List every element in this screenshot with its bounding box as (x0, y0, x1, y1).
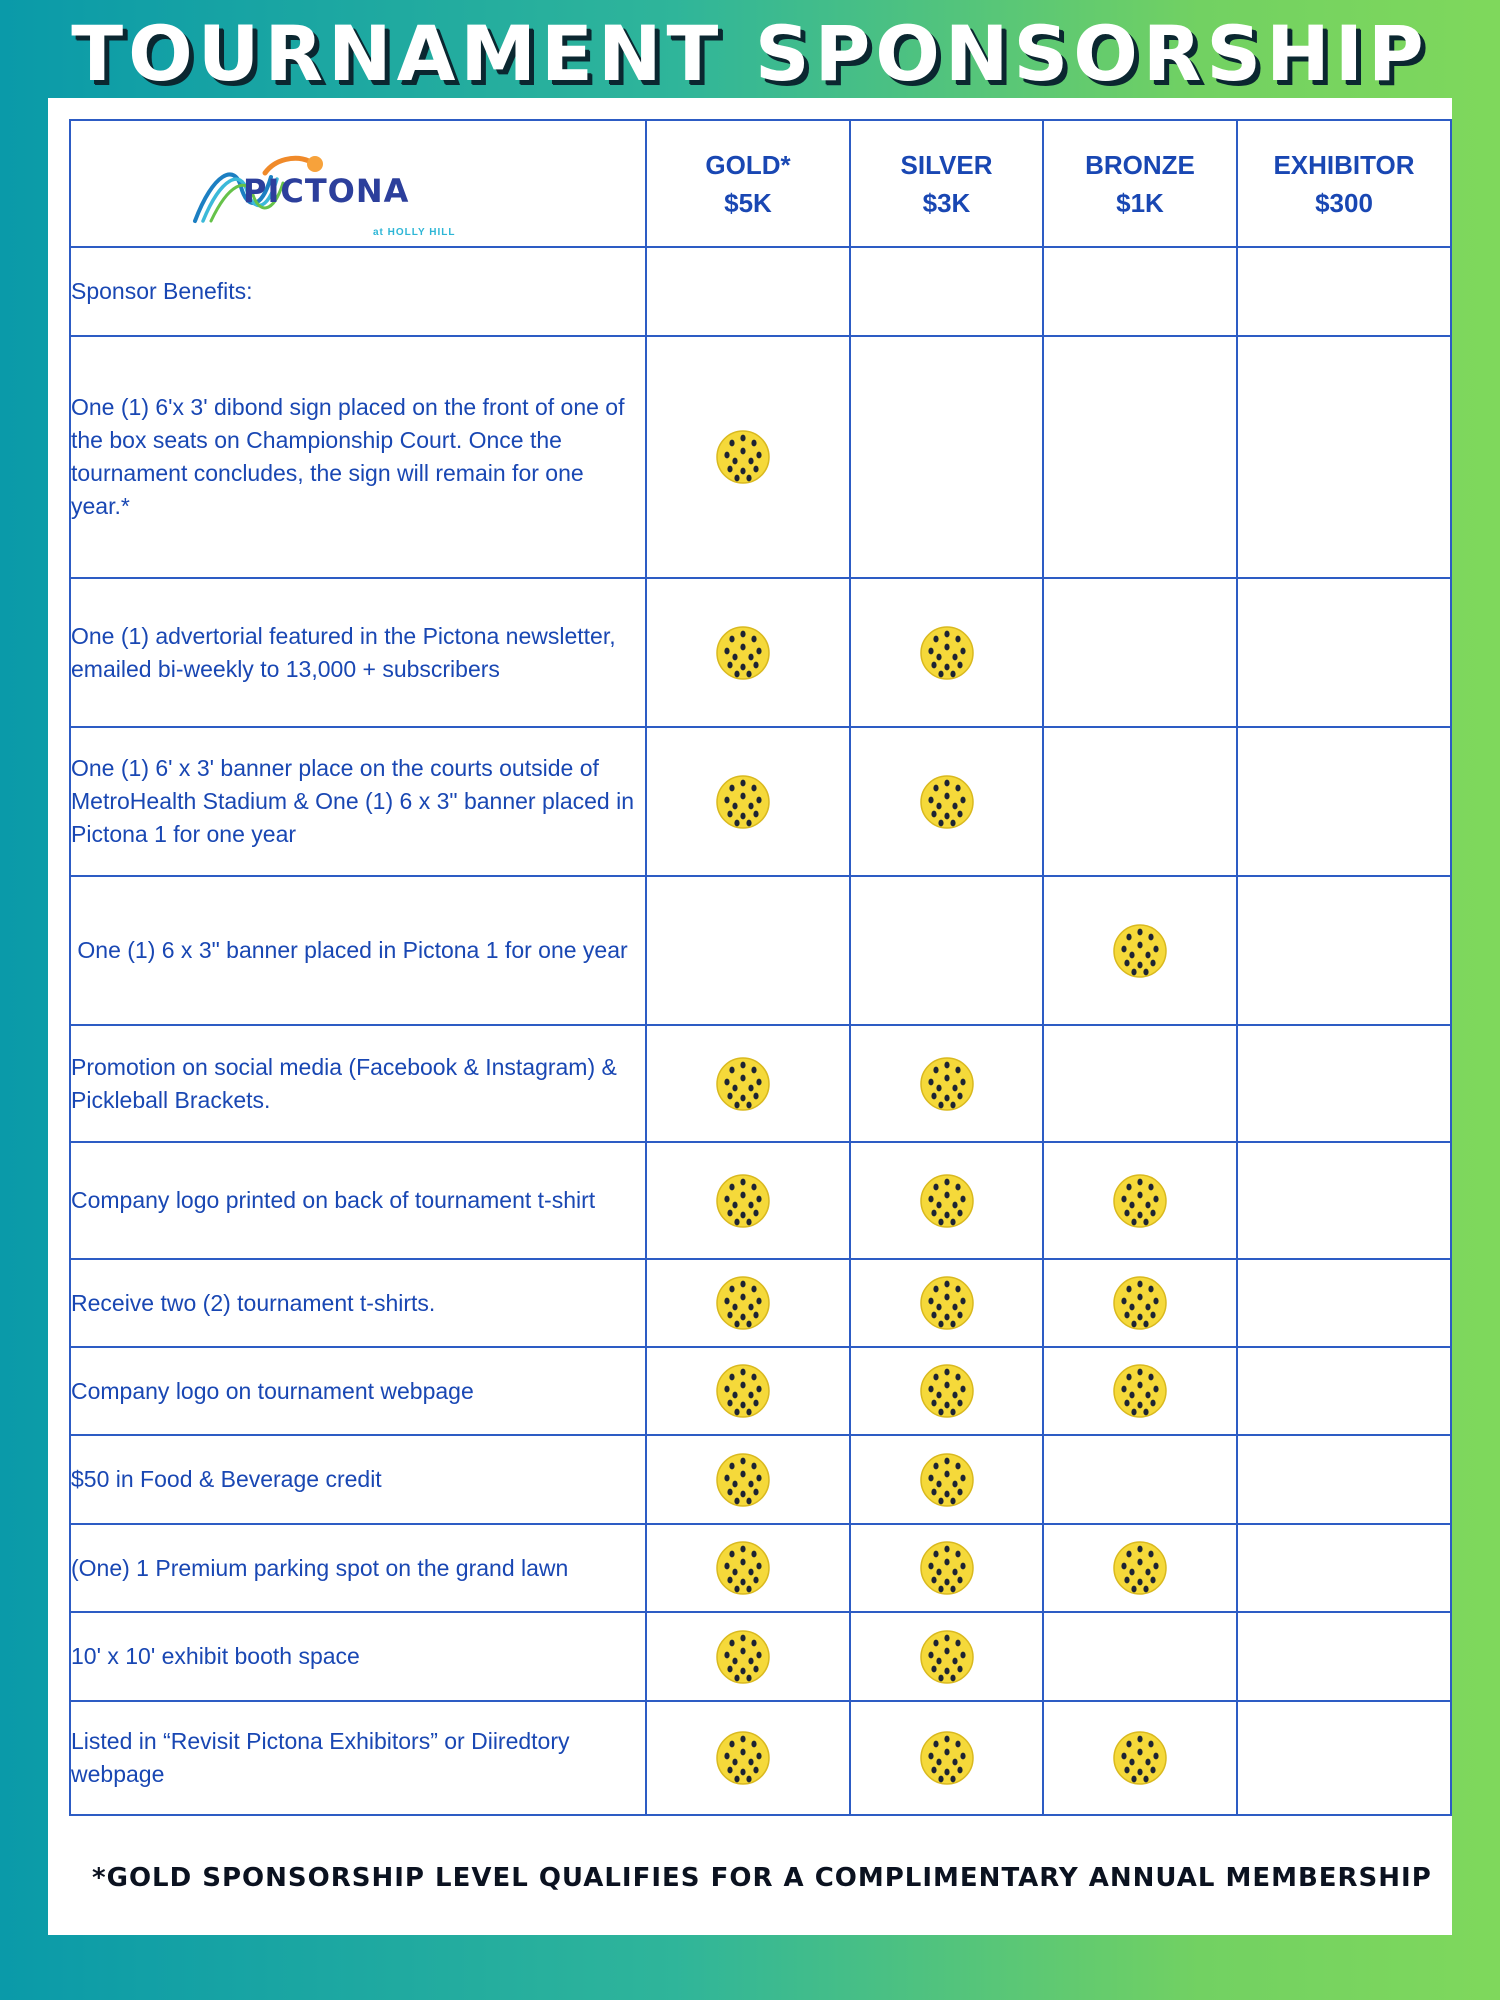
benefit-text: (One) 1 Premium parking spot on the grand lawn (70, 1524, 646, 1612)
pickleball-icon (647, 429, 849, 485)
mark-cell-gold (646, 1701, 850, 1815)
pickleball-icon (647, 1173, 849, 1229)
benefit-row (70, 578, 1451, 727)
benefit-text: Listed in “Revisit Pictona Exhibitors” or Diiredtory webpage (70, 1701, 646, 1815)
mark-cell-silver (850, 727, 1043, 876)
benefit-text: Company logo on tournament webpage (70, 1347, 646, 1435)
mark-cell-bronze (1043, 336, 1237, 578)
tier-gold (646, 120, 850, 247)
mark-cell-exhibitor (1237, 1612, 1451, 1701)
pickleball-icon (851, 1173, 1042, 1229)
pickleball-icon (851, 1056, 1042, 1112)
benefit-text: One (1) 6' x 3' banner place on the courts outside of MetroHealth Stadium & One (1) 6 x 3" banner placed in Pictona 1 for one year (70, 727, 646, 876)
mark-cell-exhibitor (1237, 336, 1451, 578)
mark-cell-bronze (1043, 1612, 1237, 1701)
mark-cell-bronze (1043, 1347, 1237, 1435)
benefit-text: One (1) 6 x 3" banner placed in Pictona 1 for one year (70, 876, 646, 1025)
pickleball-icon (647, 1629, 849, 1685)
mark-cell-exhibitor (1237, 1347, 1451, 1435)
mark-cell-gold (646, 1025, 850, 1142)
mark-cell-silver (850, 1524, 1043, 1612)
tier-price: $1K (1116, 187, 1164, 218)
pickleball-icon (851, 625, 1042, 681)
mark-cell-bronze (1043, 1524, 1237, 1612)
pickleball-icon (647, 1452, 849, 1508)
mark-cell-exhibitor (1237, 1701, 1451, 1815)
mark-cell-exhibitor (1237, 1524, 1451, 1612)
mark-cell-gold (646, 336, 850, 578)
tier-name: BRONZE (1085, 149, 1195, 180)
mark-cell-gold (646, 1435, 850, 1524)
mark-cell-bronze (1043, 1701, 1237, 1815)
benefit-text: $50 in Food & Beverage credit (70, 1435, 646, 1524)
mark-cell-bronze (1043, 1259, 1237, 1347)
pickleball-icon (851, 774, 1042, 830)
mark-cell-exhibitor (1237, 876, 1451, 1025)
tier-name: EXHIBITOR (1273, 149, 1415, 180)
mark-cell-silver (850, 1025, 1043, 1142)
pickleball-icon (1044, 1730, 1236, 1786)
benefit-row (70, 727, 1451, 876)
mark-cell-bronze (1043, 1025, 1237, 1142)
mark-cell-silver (850, 1435, 1043, 1524)
mark-cell-silver (850, 1142, 1043, 1259)
pickleball-icon (851, 1540, 1042, 1596)
mark-cell-bronze (1043, 1435, 1237, 1524)
mark-cell-gold (646, 1612, 850, 1701)
logo-cell (70, 120, 646, 247)
logo-tagline: at HOLLY HILL (373, 227, 456, 238)
page-title: TOURNAMENT SPONSORSHIP (71, 9, 1429, 98)
benefit-row (70, 1524, 1451, 1612)
empty-cell (646, 247, 850, 336)
mark-cell-exhibitor (1237, 1259, 1451, 1347)
mark-cell-gold (646, 1142, 850, 1259)
empty-cell (850, 247, 1043, 336)
mark-cell-exhibitor (1237, 727, 1451, 876)
tier-name: SILVER (900, 149, 993, 180)
pickleball-icon (647, 1730, 849, 1786)
pickleball-icon (851, 1452, 1042, 1508)
gold-membership-footnote: *GOLD SPONSORSHIP LEVEL QUALIFIES FOR A COMPLIMENTARY ANNUAL MEMBERSHIP (92, 1863, 1432, 1893)
mark-cell-exhibitor (1237, 1025, 1451, 1142)
benefit-text: Company logo printed on back of tournament t-shirt (70, 1142, 646, 1259)
tier-price: $5K (724, 187, 772, 218)
mark-cell-bronze (1043, 876, 1237, 1025)
benefits-label: Sponsor Benefits: (70, 247, 646, 336)
benefit-text: One (1) 6'x 3' dibond sign placed on the front of one of the box seats on Championship Court. Once the tournament concludes, the sign will remain for one year.* (70, 336, 646, 578)
benefit-row (70, 1435, 1451, 1524)
pickleball-icon (1044, 1540, 1236, 1596)
mark-cell-exhibitor (1237, 1142, 1451, 1259)
benefit-text: 10' x 10' exhibit booth space (70, 1612, 646, 1701)
tier-name: GOLD* (705, 149, 791, 180)
tier-price: $300 (1315, 187, 1373, 218)
mark-cell-gold (646, 876, 850, 1025)
mark-cell-silver (850, 578, 1043, 727)
sponsorship-card (48, 98, 1452, 1935)
mark-cell-gold (646, 1347, 850, 1435)
tier-exhibitor (1237, 120, 1451, 247)
pickleball-icon (1044, 1173, 1236, 1229)
mark-cell-bronze (1043, 578, 1237, 727)
benefit-row (70, 1701, 1451, 1815)
mark-cell-gold (646, 727, 850, 876)
mark-cell-silver (850, 1347, 1043, 1435)
benefit-row (70, 1025, 1451, 1142)
mark-cell-silver (850, 1259, 1043, 1347)
pickleball-icon (647, 1540, 849, 1596)
mark-cell-gold (646, 578, 850, 727)
tier-bronze (1043, 120, 1237, 247)
pickleball-icon (851, 1629, 1042, 1685)
pickleball-icon (1044, 1363, 1236, 1419)
benefit-text: Receive two (2) tournament t-shirts. (70, 1259, 646, 1347)
pickleball-icon (647, 1275, 849, 1331)
tier-header-row (70, 120, 1451, 247)
mark-cell-exhibitor (1237, 578, 1451, 727)
tier-silver (850, 120, 1043, 247)
logo-wordmark: PICTONA (243, 172, 410, 210)
mark-cell-exhibitor (1237, 1435, 1451, 1524)
benefit-text: Promotion on social media (Facebook & Instagram) & Pickleball Brackets. (70, 1025, 646, 1142)
pickleball-icon (1044, 1275, 1236, 1331)
empty-cell (1237, 247, 1451, 336)
benefits-label-row (70, 247, 1451, 336)
pickleball-icon (647, 1056, 849, 1112)
pickleball-icon (851, 1363, 1042, 1419)
benefits-table (69, 119, 1452, 1816)
mark-cell-silver (850, 876, 1043, 1025)
pickleball-icon (647, 625, 849, 681)
benefit-row (70, 1612, 1451, 1701)
pickleball-icon (647, 774, 849, 830)
tier-price: $3K (922, 187, 971, 218)
benefit-row (70, 336, 1451, 578)
mark-cell-gold (646, 1524, 850, 1612)
pickleball-icon (851, 1275, 1042, 1331)
mark-cell-gold (646, 1259, 850, 1347)
benefit-row (70, 1259, 1451, 1347)
mark-cell-bronze (1043, 1142, 1237, 1259)
empty-cell (1043, 247, 1237, 336)
pickleball-icon (1044, 923, 1236, 979)
pickleball-icon (647, 1363, 849, 1419)
mark-cell-silver (850, 1701, 1043, 1815)
benefit-text: One (1) advertorial featured in the Pictona newsletter, emailed bi-weekly to 13,000 + subscribers (70, 578, 646, 727)
benefit-row (70, 1142, 1451, 1259)
mark-cell-silver (850, 1612, 1043, 1701)
benefit-row (70, 1347, 1451, 1435)
benefit-row (70, 876, 1451, 1025)
pickleball-icon (851, 1730, 1042, 1786)
mark-cell-silver (850, 336, 1043, 578)
mark-cell-bronze (1043, 727, 1237, 876)
